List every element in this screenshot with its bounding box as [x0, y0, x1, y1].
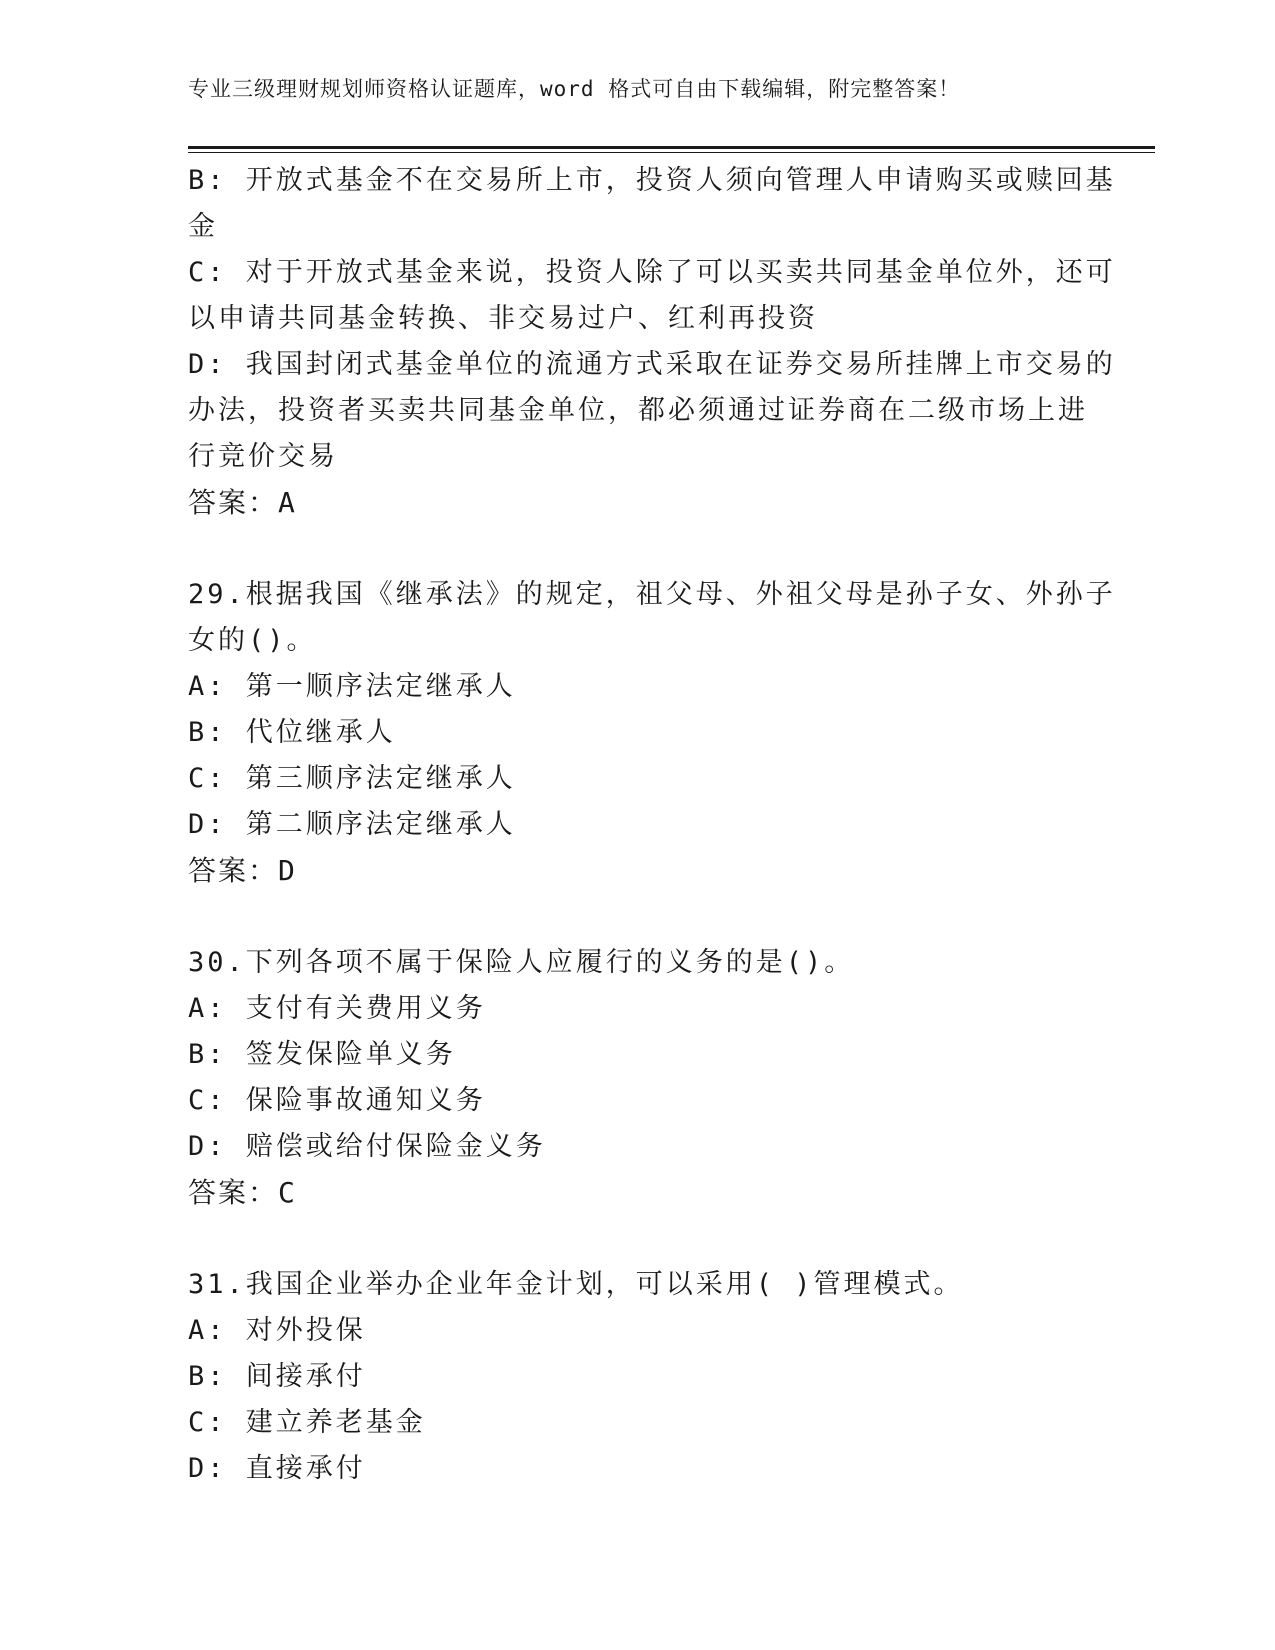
option-a: A: 对外投保 [188, 1315, 366, 1346]
question-stem: 29.根据我国《继承法》的规定，祖父母、外祖父母是孙子女、外孙子 [188, 579, 1116, 610]
question-stem: 31.我国企业举办企业年金计划，可以采用( )管理模式。 [188, 1269, 964, 1300]
question-30 [188, 940, 1088, 1216]
header-divider-thick [188, 146, 1155, 149]
option-line: 以申请共同基金转换、非交易过户、红利再投资 [188, 303, 818, 334]
option-d: D: 第二顺序法定继承人 [188, 809, 516, 840]
spacer [188, 894, 1088, 940]
option-line: D: 我国封闭式基金单位的流通方式采取在证券交易所挂牌上市交易的 [188, 349, 1116, 380]
option-c: C: 保险事故通知义务 [188, 1085, 486, 1116]
option-c: C: 建立养老基金 [188, 1407, 426, 1438]
option-b: B: 代位继承人 [188, 717, 396, 748]
header-divider-thin [188, 152, 1155, 153]
option-c: C: 第三顺序法定继承人 [188, 763, 516, 794]
question-stem: 女的()。 [188, 625, 317, 656]
option-line: C: 对于开放式基金来说，投资人除了可以买卖共同基金单位外，还可 [188, 257, 1116, 288]
answer-line: 答案：C [188, 1176, 297, 1209]
option-line: 金 [188, 211, 218, 242]
question-31 [188, 1262, 1088, 1492]
option-a: A: 支付有关费用义务 [188, 993, 486, 1024]
option-d: D: 直接承付 [188, 1453, 366, 1484]
answer-line: 答案：A [188, 486, 297, 519]
option-line: 行竞价交易 [188, 441, 338, 472]
option-a: A: 第一顺序法定继承人 [188, 671, 516, 702]
spacer [188, 1216, 1088, 1262]
page-header-title: 专业三级理财规划师资格认证题库，word 格式可自由下载编辑，附完整答案！ [188, 77, 961, 101]
question-29 [188, 572, 1116, 894]
answer-line: 答案：D [188, 854, 297, 887]
option-d: D: 赔偿或给付保险金义务 [188, 1131, 546, 1162]
prev-question [188, 158, 1116, 526]
question-stem: 30.下列各项不属于保险人应履行的义务的是()。 [188, 947, 855, 978]
option-line: 办法，投资者买卖共同基金单位，都必须通过证券商在二级市场上进 [188, 395, 1088, 426]
question-content [188, 158, 1116, 1492]
option-b: B: 间接承付 [188, 1361, 366, 1392]
spacer [188, 526, 1088, 572]
option-line: B: 开放式基金不在交易所上市，投资人须向管理人申请购买或赎回基 [188, 165, 1116, 196]
option-b: B: 签发保险单义务 [188, 1039, 456, 1070]
